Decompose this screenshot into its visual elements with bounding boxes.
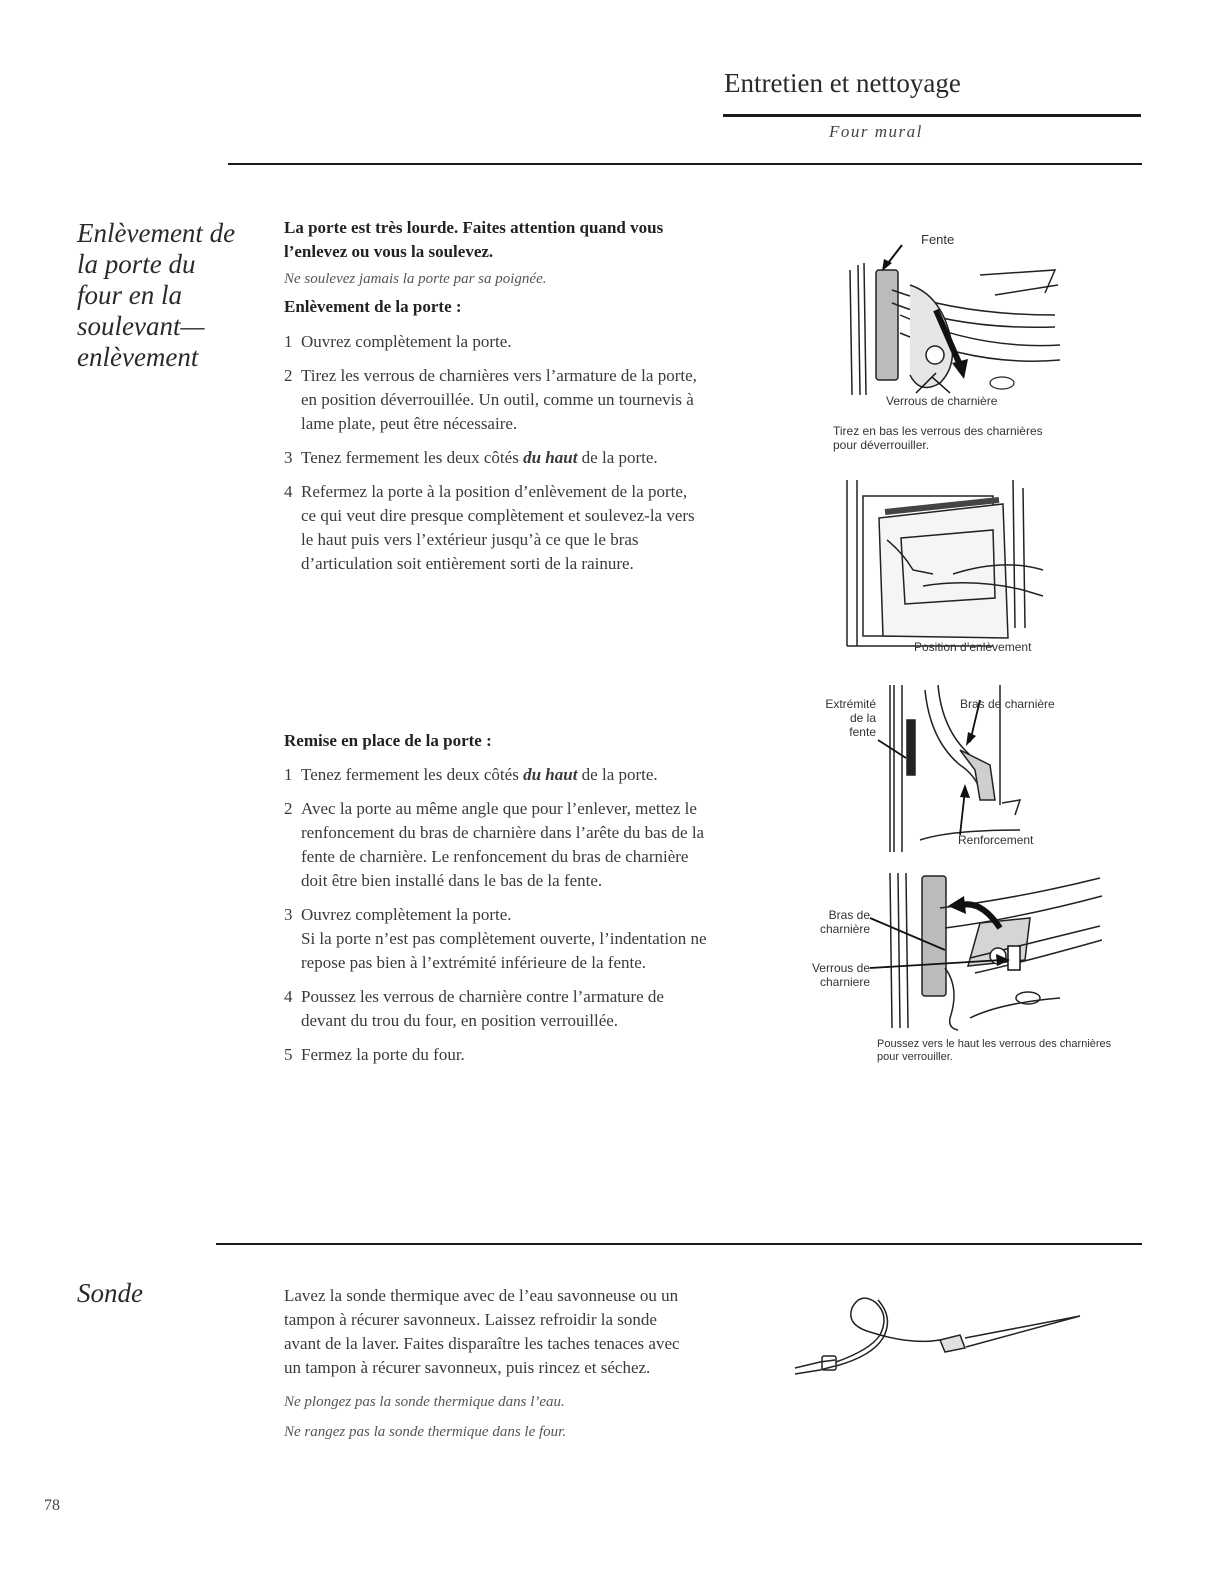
removal-step bbox=[284, 446, 701, 470]
step-text-extra: Si la porte n’est pas complètement ouverte, l’indentation ne repose pas bien à l’extrémité inférieure de la fente. bbox=[301, 929, 707, 972]
step-number: 2 bbox=[284, 799, 293, 818]
hinge-lock-illustration bbox=[870, 868, 1110, 1033]
door-removal-text bbox=[284, 216, 714, 576]
section-divider bbox=[228, 163, 1142, 165]
step-text-post: de la porte. bbox=[577, 765, 658, 784]
step-number: 3 bbox=[284, 905, 293, 924]
replace-step bbox=[284, 797, 706, 893]
replace-step bbox=[284, 763, 701, 787]
figure-caption: Position d’enlèvement bbox=[914, 640, 1032, 654]
caption-line: Tirez en bas les verrous des charnières bbox=[833, 424, 1043, 438]
label-line: Bras de bbox=[828, 908, 870, 922]
warning-text: La porte est très lourde. Faites attention quand vous l’enlevez ou vous la soulevez. bbox=[284, 218, 664, 261]
door-replacement-text bbox=[284, 729, 714, 1067]
section-title-probe: Sonde bbox=[77, 1278, 143, 1308]
step-text-pre: Tenez fermement les deux côtés bbox=[301, 448, 524, 467]
caption-line: pour déverrouiller. bbox=[833, 438, 930, 452]
label-hinge-arm: Bras de charnière bbox=[960, 697, 1055, 711]
step-text: Fermez la porte du four. bbox=[301, 1045, 465, 1064]
removal-heading: Enlèvement de la porte : bbox=[284, 297, 462, 316]
section-title-door-removal bbox=[77, 218, 235, 373]
label-line: charniere bbox=[819, 975, 870, 989]
caption-line: Poussez vers le haut les verrous des charnières bbox=[877, 1038, 1112, 1050]
step-text: Refermez la porte à la position d’enlèvement de la porte, ce qui veut dire presque complètement et soulevez-la vers le haut puis vers l’extérieur jusqu’à ce que le bras d’articulation soit entièrement sorti de la rainure. bbox=[301, 482, 695, 573]
step-text-emphasis: du haut bbox=[523, 765, 578, 784]
label-line: de la bbox=[849, 711, 876, 725]
section-title-line: Enlèvement de bbox=[77, 218, 236, 248]
replace-heading: Remise en place de la porte : bbox=[284, 731, 492, 750]
label-recess: Renforcement bbox=[958, 833, 1034, 847]
probe-note: Ne rangez pas la sonde thermique dans le four. bbox=[284, 1424, 567, 1440]
label-hinge-lock bbox=[808, 961, 870, 989]
label-line: fente bbox=[849, 725, 876, 739]
step-text-post: de la porte. bbox=[577, 448, 658, 467]
step-text-emphasis: du haut bbox=[523, 448, 578, 467]
label-line: Extrémité bbox=[825, 697, 876, 711]
step-text: Poussez les verrous de charnière contre l’armature de devant du trou du four, en position verrouillée. bbox=[301, 987, 664, 1030]
step-number: 3 bbox=[284, 448, 293, 467]
label-hinge-arm bbox=[818, 908, 870, 936]
step-number: 5 bbox=[284, 1045, 293, 1064]
step-number: 4 bbox=[284, 987, 293, 1006]
caption-line: pour verrouiller. bbox=[877, 1051, 953, 1063]
step-text: Ouvrez complètement la porte. bbox=[301, 905, 512, 924]
hinge-unlock-illustration bbox=[840, 255, 1080, 405]
label-hinge-lock: Verrous de charnière bbox=[886, 394, 998, 408]
door-removal-position-illustration bbox=[843, 478, 1058, 650]
replace-step bbox=[284, 903, 721, 975]
figure-caption bbox=[833, 424, 1043, 452]
section-title-line: la porte du bbox=[77, 249, 196, 279]
label-line: Verrous de bbox=[811, 961, 870, 975]
label-line: charnière bbox=[819, 922, 870, 936]
probe-text bbox=[284, 1284, 684, 1444]
step-number: 1 bbox=[284, 332, 293, 351]
meat-probe-illustration bbox=[790, 1290, 1090, 1390]
step-number: 4 bbox=[284, 482, 293, 501]
removal-step bbox=[284, 480, 706, 576]
section-title-line: four en la bbox=[77, 280, 182, 310]
step-text: Avec la porte au même angle que pour l’enlever, mettez le renfoncement du bras de charnière dans l’arête du bas de la fente de charnière. Le renfoncement du bras de charnière doit être bien installé dans le bas de la fente. bbox=[301, 799, 705, 890]
replace-step bbox=[284, 985, 681, 1033]
page-header-title: Entretien et nettoyage bbox=[724, 68, 961, 98]
page-number: 78 bbox=[44, 1497, 60, 1514]
removal-step bbox=[284, 330, 714, 354]
section-title-line: soulevant— bbox=[77, 311, 205, 341]
step-text: Tirez les verrous de charnières vers l’armature de la porte, en position déverrouillée. Un outil, comme un tournevis à lame plate, peut être nécessaire. bbox=[301, 366, 697, 433]
step-number: 1 bbox=[284, 765, 293, 784]
header-rule bbox=[723, 114, 1141, 117]
label-slot: Fente bbox=[921, 232, 955, 247]
caution-text: Ne soulevez jamais la porte par sa poignée. bbox=[284, 271, 547, 287]
step-text: Ouvrez complètement la porte. bbox=[301, 332, 512, 351]
removal-step bbox=[284, 364, 701, 436]
replace-step bbox=[284, 1043, 714, 1067]
figure-caption bbox=[877, 1038, 1111, 1064]
step-text-pre: Tenez fermement les deux côtés bbox=[301, 765, 524, 784]
probe-body: Lavez la sonde thermique avec de l’eau savonneuse ou un tampon à récurer savonneux. Laissez refroidir la sonde avant de la laver. Faites disparaître les taches tenaces avec un tampon à récurer savonneux, puis rincez et séchez. bbox=[284, 1286, 680, 1377]
page-header-subtitle: Four mural bbox=[829, 122, 923, 141]
probe-note: Ne plongez pas la sonde thermique dans l’eau. bbox=[284, 1394, 565, 1410]
section-title-line: enlèvement bbox=[77, 342, 199, 372]
label-slot-end bbox=[824, 697, 876, 739]
step-number: 2 bbox=[284, 366, 293, 385]
section-divider bbox=[216, 1243, 1142, 1245]
